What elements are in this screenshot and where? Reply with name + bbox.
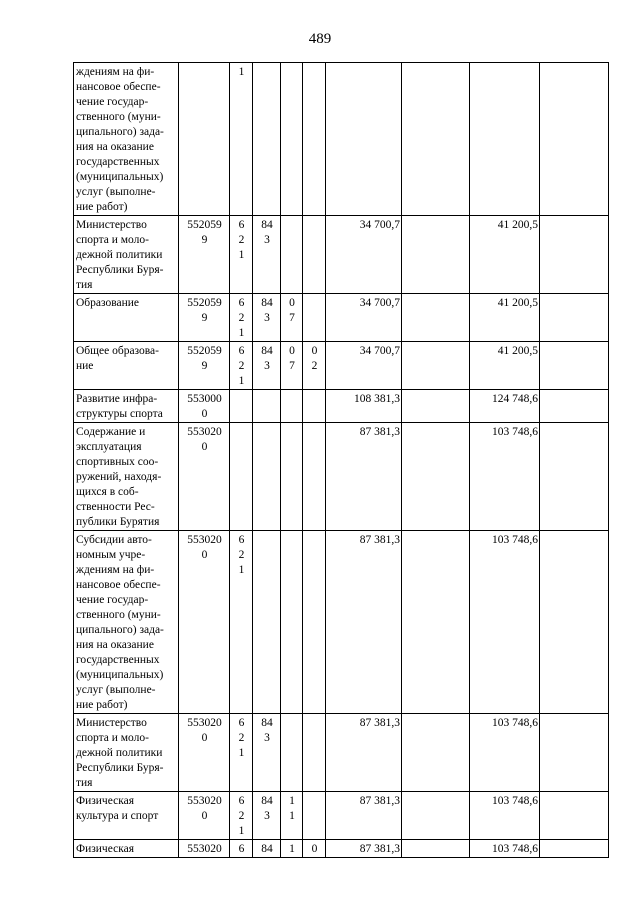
- ministry-code-cell: 84: [253, 840, 281, 858]
- amount-year1-cell: 34 700,7: [326, 216, 402, 294]
- empty-cell: [402, 714, 470, 792]
- amount-year2-cell: 103 748,6: [470, 792, 540, 840]
- ministry-code-cell: [253, 63, 281, 216]
- empty-cell: [402, 423, 470, 531]
- target-code-cell: 553020 0: [179, 792, 230, 840]
- table-row: [74, 63, 609, 216]
- empty-cell: [402, 840, 470, 858]
- amount-year1-cell: 87 381,3: [326, 714, 402, 792]
- section-cell: 1 1: [281, 792, 303, 840]
- subsection-cell: [303, 531, 326, 714]
- row-name-cell: Министерство спорта и моло- дежной политики Республики Буря- тия: [74, 714, 179, 792]
- subsection-cell: 0: [303, 840, 326, 858]
- table-row: [74, 294, 609, 342]
- budget-table-body: [74, 63, 609, 858]
- target-code-cell: 552059 9: [179, 342, 230, 390]
- page-number: 489: [308, 31, 332, 47]
- row-name-cell: Содержание и эксплуатация спортивных соо- ружений, находя- щихся в соб- ственности Рес- публики Бурятия: [74, 423, 179, 531]
- expense-type-cell: 1: [230, 63, 253, 216]
- expense-type-cell: 6 2 1: [230, 792, 253, 840]
- empty-cell: [402, 531, 470, 714]
- amount-year1-cell: 87 381,3: [326, 531, 402, 714]
- empty-cell: [402, 390, 470, 423]
- empty-cell: [402, 792, 470, 840]
- amount-year1-cell: 87 381,3: [326, 840, 402, 858]
- amount-year2-cell: 41 200,5: [470, 294, 540, 342]
- table-row: [74, 714, 609, 792]
- amount-year2-cell: 103 748,6: [470, 714, 540, 792]
- expense-type-cell: 6 2 1: [230, 294, 253, 342]
- table-row: [74, 216, 609, 294]
- row-name-cell: ждениям на фи- нансовое обеспе- чение государ- ственного (муни- ципального) зада- ния на оказание государственных (муниципальных) услуг (выполне- ние работ): [74, 63, 179, 216]
- empty-cell: [540, 216, 609, 294]
- amount-year1-cell: [326, 63, 402, 216]
- section-cell: 0 7: [281, 342, 303, 390]
- row-name-cell: Физическая: [74, 840, 179, 858]
- ministry-code-cell: 84 3: [253, 342, 281, 390]
- expense-type-cell: 6 2 1: [230, 531, 253, 714]
- ministry-code-cell: 84 3: [253, 294, 281, 342]
- amount-year2-cell: 41 200,5: [470, 216, 540, 294]
- subsection-cell: 0 2: [303, 342, 326, 390]
- ministry-code-cell: 84 3: [253, 714, 281, 792]
- amount-year1-cell: 34 700,7: [326, 342, 402, 390]
- row-name-cell: Субсидии авто- номным учре- ждениям на фи- нансовое обеспе- чение государ- ственного (муни- ципального) зада- ния на оказание государственных (муниципальных) услуг (выполне- ние работ): [74, 531, 179, 714]
- ministry-code-cell: [253, 531, 281, 714]
- section-cell: [281, 714, 303, 792]
- target-code-cell: 553020: [179, 840, 230, 858]
- expense-type-cell: 6 2 1: [230, 342, 253, 390]
- budget-table: [73, 62, 609, 858]
- target-code-cell: [179, 63, 230, 216]
- empty-cell: [402, 216, 470, 294]
- empty-cell: [540, 792, 609, 840]
- subsection-cell: [303, 714, 326, 792]
- amount-year1-cell: 34 700,7: [326, 294, 402, 342]
- empty-cell: [540, 714, 609, 792]
- subsection-cell: [303, 216, 326, 294]
- amount-year2-cell: 103 748,6: [470, 840, 540, 858]
- amount-year2-cell: 103 748,6: [470, 531, 540, 714]
- amount-year2-cell: [470, 63, 540, 216]
- target-code-cell: 553020 0: [179, 423, 230, 531]
- section-cell: [281, 531, 303, 714]
- table-row: [74, 840, 609, 858]
- empty-cell: [402, 294, 470, 342]
- target-code-cell: 552059 9: [179, 294, 230, 342]
- subsection-cell: [303, 294, 326, 342]
- expense-type-cell: [230, 390, 253, 423]
- table-row: [74, 792, 609, 840]
- table-row: [74, 342, 609, 390]
- amount-year1-cell: 108 381,3: [326, 390, 402, 423]
- row-name-cell: Развитие инфра- структуры спорта: [74, 390, 179, 423]
- amount-year1-cell: 87 381,3: [326, 423, 402, 531]
- ministry-code-cell: [253, 390, 281, 423]
- amount-year2-cell: 103 748,6: [470, 423, 540, 531]
- expense-type-cell: 6 2 1: [230, 714, 253, 792]
- section-cell: [281, 423, 303, 531]
- section-cell: [281, 63, 303, 216]
- subsection-cell: [303, 390, 326, 423]
- row-name-cell: Министерство спорта и моло- дежной политики Республики Буря- тия: [74, 216, 179, 294]
- section-cell: [281, 390, 303, 423]
- empty-cell: [540, 390, 609, 423]
- empty-cell: [540, 840, 609, 858]
- table-row: [74, 423, 609, 531]
- target-code-cell: 553000 0: [179, 390, 230, 423]
- target-code-cell: 552059 9: [179, 216, 230, 294]
- subsection-cell: [303, 63, 326, 216]
- expense-type-cell: 6: [230, 840, 253, 858]
- empty-cell: [540, 63, 609, 216]
- row-name-cell: Образование: [74, 294, 179, 342]
- empty-cell: [402, 63, 470, 216]
- target-code-cell: 553020 0: [179, 531, 230, 714]
- amount-year1-cell: 87 381,3: [326, 792, 402, 840]
- ministry-code-cell: [253, 423, 281, 531]
- section-cell: 1: [281, 840, 303, 858]
- empty-cell: [540, 423, 609, 531]
- target-code-cell: 553020 0: [179, 714, 230, 792]
- amount-year2-cell: 41 200,5: [470, 342, 540, 390]
- empty-cell: [540, 531, 609, 714]
- ministry-code-cell: 84 3: [253, 792, 281, 840]
- subsection-cell: [303, 423, 326, 531]
- section-cell: 0 7: [281, 294, 303, 342]
- expense-type-cell: 6 2 1: [230, 216, 253, 294]
- ministry-code-cell: 84 3: [253, 216, 281, 294]
- empty-cell: [540, 294, 609, 342]
- subsection-cell: [303, 792, 326, 840]
- row-name-cell: Общее образова- ние: [74, 342, 179, 390]
- table-row: [74, 390, 609, 423]
- row-name-cell: Физическая культура и спорт: [74, 792, 179, 840]
- table-row: [74, 531, 609, 714]
- expense-type-cell: [230, 423, 253, 531]
- section-cell: [281, 216, 303, 294]
- empty-cell: [402, 342, 470, 390]
- amount-year2-cell: 124 748,6: [470, 390, 540, 423]
- empty-cell: [540, 342, 609, 390]
